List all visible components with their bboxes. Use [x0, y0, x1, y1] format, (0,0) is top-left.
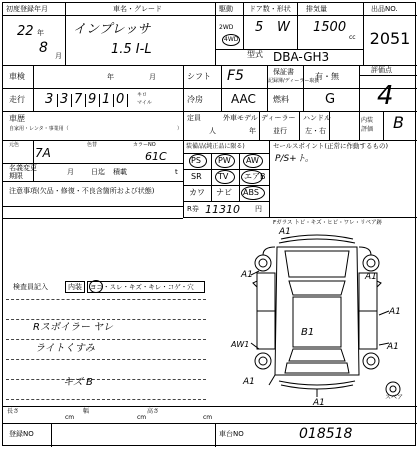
load-label: 積載: [113, 168, 127, 176]
rule: [303, 65, 304, 111]
inspection-label: 車検: [9, 72, 25, 81]
rule: [259, 111, 260, 140]
rule: [6, 299, 206, 300]
color-code-label: カラーNO: [133, 142, 156, 148]
load-unit: t: [175, 168, 178, 176]
rule: [3, 423, 417, 424]
auction-sheet: [2, 2, 416, 446]
doors-label: ドア数・形状: [249, 5, 291, 13]
score-label: 評価点: [371, 66, 392, 74]
rule: [3, 218, 183, 219]
dealer-label: ディーラー: [261, 114, 296, 122]
handle-label: ハンドル: [303, 114, 331, 122]
rule: [267, 65, 268, 111]
equip-circle: [243, 154, 263, 168]
year-unit: 年: [37, 29, 44, 37]
equip-item: ナビ: [216, 188, 232, 197]
displacement-value: 1500: [313, 20, 347, 35]
rule: [65, 3, 66, 65]
mileage-digit: 1: [102, 92, 111, 107]
history-close: ）: [177, 126, 183, 132]
rule: [183, 201, 269, 202]
mileage-digit: 0: [116, 92, 125, 107]
lot-label: 出品NO.: [371, 5, 398, 13]
rule: [183, 140, 184, 206]
orig-color-label: 元色: [9, 142, 20, 148]
inspection-year-unit: 年: [107, 73, 114, 81]
damage-mark-a1: A1: [389, 307, 401, 317]
glass-note: Fガラス トビ・キズ・ヒビ・ワレ・リペア跡: [273, 220, 383, 226]
equip-circle: [241, 186, 265, 200]
equip-circle: [241, 170, 263, 184]
equip-item: TV: [218, 172, 229, 181]
damage-mark-a1: A1: [279, 227, 291, 237]
rule: [33, 65, 34, 111]
rule: [3, 140, 417, 141]
width-label: 幅: [83, 408, 90, 415]
mileage-digit: 9: [88, 92, 97, 107]
notes-label: 注意事項(欠品・修復・不良含箇所および状態): [9, 187, 155, 195]
model-type-label: 型式: [247, 50, 263, 59]
rule: [183, 217, 417, 218]
rule: [299, 111, 300, 140]
rule: [3, 406, 417, 407]
model-grade-label: 車名・グレード: [113, 5, 162, 13]
equip-item: AW: [246, 156, 259, 165]
model-type: DBA-GH3: [273, 50, 330, 64]
name-change-month: 月: [67, 168, 74, 176]
damage-mark-a1: A1: [387, 342, 399, 352]
chassis-label: 車台NO: [219, 430, 244, 438]
color-code-value: 61C: [145, 150, 167, 163]
rule: [183, 111, 184, 140]
warranty-value: 有・無: [315, 72, 339, 81]
cc-unit: cc: [349, 34, 356, 41]
lot-number: 2051: [369, 29, 411, 48]
warranty-sub: 記録簿/ディーラー取扱: [268, 78, 320, 84]
interior-label: 内装: [361, 117, 374, 124]
name-change-day: 日迄: [91, 168, 105, 176]
damage-mark-aw1: AW1: [231, 340, 250, 349]
grade: 1.5 I-L: [111, 42, 152, 57]
rule: [211, 153, 212, 201]
color-change-label: 色替: [87, 142, 98, 148]
equip-item: SR: [191, 172, 202, 181]
shift-value: F5: [227, 68, 244, 84]
history-label: 車歴: [9, 114, 25, 123]
rule: [215, 3, 216, 65]
body-shape: W: [277, 20, 290, 35]
rule: [6, 339, 206, 340]
reg-no-label: 登録NO: [9, 430, 34, 438]
r-ticket-unit: 円: [255, 205, 262, 213]
equip-circle: [189, 154, 207, 168]
name-change-label2: 期限: [9, 172, 23, 180]
height-unit: cm: [203, 414, 213, 421]
rule: [3, 111, 417, 112]
inspector-interior-label: 内装: [68, 283, 82, 291]
rule: [3, 65, 417, 66]
mileage-digit: 7: [74, 92, 83, 107]
score-value: 4: [377, 81, 394, 111]
first-reg-label: 初度登録年月: [6, 5, 48, 13]
inspector-note: ライトくすみ: [35, 343, 95, 354]
import-model-unit: 年: [249, 127, 256, 135]
reg-year: 22: [17, 24, 34, 39]
chassis-value: 018518: [299, 426, 353, 442]
month-unit: 月: [55, 52, 62, 60]
doors-value: 5: [255, 20, 264, 35]
rule: [6, 379, 206, 380]
mileage-digit: 3: [60, 92, 69, 107]
rule: [51, 423, 52, 447]
capacity-unit: 人: [209, 127, 216, 135]
handle-value: 左・右: [305, 127, 326, 135]
sales-point-title: セールスポイント(正常に作動するもの): [273, 142, 388, 150]
equip-item: エアB: [244, 172, 266, 181]
rule: [6, 319, 206, 320]
fuel-value: G: [325, 92, 336, 107]
rule: [33, 140, 34, 181]
ac-label: 冷房: [187, 95, 203, 104]
rule: [3, 206, 183, 207]
r-ticket-value: 11310: [205, 203, 240, 216]
inspector-note: Rスポイラー ヤレ: [33, 322, 114, 333]
inspector-interior-options: ヨゴ・スレ・キズ・キレ・コゲ・穴: [90, 283, 194, 291]
width-unit: cm: [137, 414, 147, 421]
damage-mark-b1: B1: [301, 327, 315, 338]
rule: [239, 153, 240, 201]
rule: [3, 88, 417, 89]
drive-label: 駆動: [219, 5, 233, 13]
sales-point-note: P/S+ト。: [275, 154, 314, 164]
rule: [6, 399, 206, 400]
spare-label: スペア: [385, 394, 404, 401]
equip-item: PS: [191, 156, 201, 165]
interior-sub: 評価: [361, 126, 374, 133]
ac-value: AAC: [231, 92, 256, 106]
dealer-sub: 並行: [273, 127, 287, 135]
name-change-label: 名義変更: [9, 164, 37, 172]
inspector-note: キズ B: [63, 377, 93, 388]
mileage-digits: [43, 91, 175, 109]
drive-4wd: 4WD: [224, 36, 239, 43]
rule: [221, 65, 222, 111]
r-ticket-label: R券: [187, 205, 199, 213]
mileage-label: 走行: [9, 95, 25, 104]
history-options: 自家用・レンタ・事業用（: [9, 126, 69, 132]
rule: [183, 206, 184, 217]
equip-item: カワ: [189, 188, 205, 197]
equip-item: PW: [218, 156, 231, 165]
rule: [183, 65, 184, 111]
equip-item: ABS: [243, 188, 259, 197]
rule: [6, 359, 206, 360]
damage-mark-a1: A1: [313, 398, 325, 408]
damage-mark-a1: A1: [243, 377, 255, 387]
car-name: インプレッサ: [73, 22, 151, 37]
inspector-label: 検査員記入: [13, 283, 48, 291]
equip-circle: [215, 154, 235, 168]
unit-km: キロ: [137, 92, 148, 98]
fuel-label: 燃料: [273, 95, 289, 104]
displacement-label: 排気量: [306, 5, 327, 13]
length-label: 長さ: [7, 408, 20, 415]
unit-mile: マイル: [137, 100, 152, 106]
rule: [269, 140, 270, 217]
orig-color-value: 7A: [35, 146, 51, 160]
rule: [243, 3, 244, 49]
reg-month: 8: [39, 40, 48, 56]
import-model-label: 外車モデル: [223, 114, 258, 122]
equip-circle: [215, 170, 235, 184]
rule: [3, 181, 183, 182]
yogo-circle: [89, 280, 103, 293]
capacity-label: 定員: [187, 114, 201, 122]
height-label: 高さ: [147, 408, 160, 415]
rule: [359, 65, 360, 140]
rule: [359, 75, 417, 76]
rule: [383, 111, 384, 140]
inspection-month-unit: 月: [149, 73, 156, 81]
mileage-digit: 3: [45, 92, 54, 107]
length-unit: cm: [65, 414, 75, 421]
rule: [297, 3, 298, 49]
shift-label: シフト: [187, 72, 211, 81]
equipment-title: 装備品(純正品に限る): [186, 143, 245, 150]
warranty-label: 保証書: [273, 68, 294, 76]
interior-score: B: [393, 113, 404, 132]
damage-mark-a1: A1: [241, 270, 253, 280]
damage-mark-a1: A1: [365, 272, 377, 282]
drive-2wd: 2WD: [219, 24, 234, 31]
rule: [215, 423, 216, 447]
